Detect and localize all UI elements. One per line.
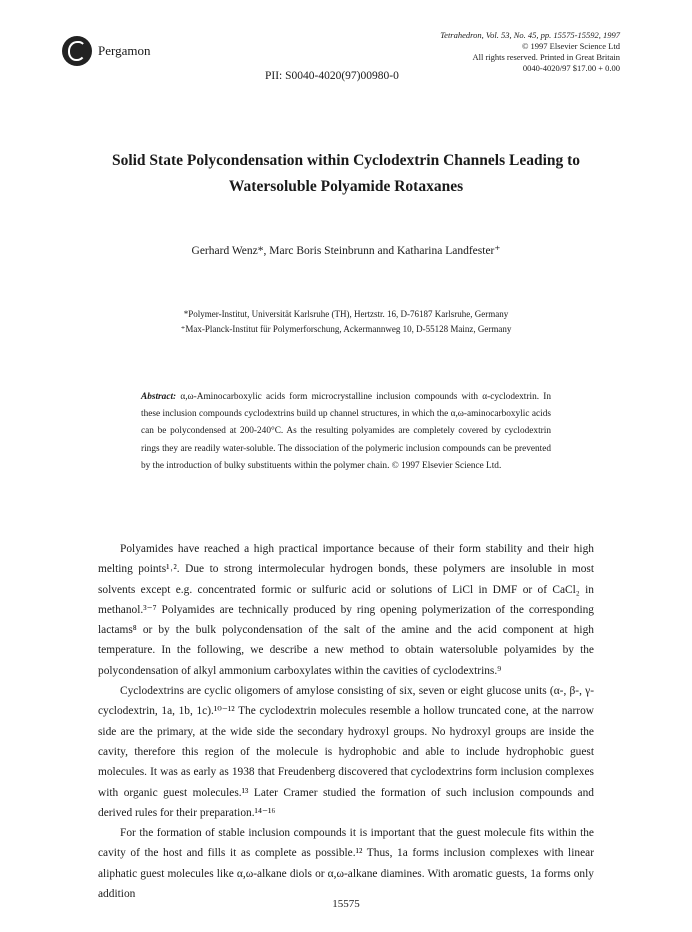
paper-title	[60, 148, 632, 200]
abstract-text: α,ω-Aminocarboxylic acids form microcrystalline inclusion compounds with α-cyclodextrin. In these inclusion compounds cyclodextrins build up channel structures, in which the α,ω-aminocarboxylic acids can be polycondensed at 200-240°C. As the resulting polyamides are completely covered by cyclodextrin rings they are readily water-soluble. The dissociation of the polymeric inclusion compounds can be prevented by the introduction of bulky substituents within the polymer chain. © 1997 Elsevier Science Ltd.	[141, 392, 551, 471]
publisher-logo-icon	[62, 36, 92, 66]
page-number: 15575	[332, 898, 360, 910]
body-text	[98, 539, 594, 904]
pii-identifier: PII: S0040-4020(97)00980-0	[265, 70, 399, 82]
affiliation-1: *Polymer-Institut, Universität Karlsruhe (TH), Hertzstr. 16, D-76187 Karlsruhe, Germany	[183, 309, 509, 319]
copyright-line: © 1997 Elsevier Science Ltd	[521, 41, 620, 51]
paragraph-1: Polyamides have reached a high practical importance because of their form stability and their high melting points¹˒². Due to strong intermolecular hydrogen bonds, these polymers are insoluble in most solvents except e.g. concentrated formic or sulfuric acid or solutions of LiCl in DMF or of CaCl₂ in methanol.³⁻⁷ Polyamides are technically produced by ring opening polymerization of the corresponding lactams⁸ or by the bulk polycondensation of the salt of the amine and the acid component at high temperature. In the following, we describe a new method to obtain watersoluble polyamides by the polycondensation of alkyl ammonium carboxylates within the cavities of cyclodextrins.⁹	[98, 543, 594, 677]
price-line: 0040-4020/97 $17.00 + 0.00	[522, 63, 620, 73]
paragraph-2: Cyclodextrins are cyclic oligomers of amylose consisting of six, seven or eight glucose units (α-, β-, γ-cyclodextrin, 1a, 1b, 1c).¹⁰⁻¹² The cyclodextrin molecules resemble a hollow truncated cone, at the narrow side are the primary, at the wide side the secondary hydroxyl groups. No hydroxyl groups are inside the cavity, therefore this region of the molecule is hydrophobic and able to include hydrophobic guest molecules. It was as early as 1938 that Freudenberg discovered that cyclodextrins form inclusion complexes with organic guest molecules.¹³ Later Cramer studied the formation of such inclusion compounds and derived rules for their preparation.¹⁴⁻¹⁶	[98, 685, 594, 819]
title-line-1: Solid State Polycondensation within Cyclodextrin Channels Leading to	[111, 152, 581, 169]
affiliation-2: ⁺Max-Planck-Institut für Polymerforschung, Ackermannweg 10, D-55128 Mainz, Germany	[180, 324, 512, 334]
journal-line: Tetrahedron, Vol. 53, No. 45, pp. 15575-15592, 1997	[440, 30, 620, 40]
journal-info	[440, 30, 620, 74]
abstract-label: Abstract:	[141, 392, 177, 402]
abstract	[141, 389, 551, 475]
authors: Gerhard Wenz*, Marc Boris Steinbrunn and Katharina Landfester⁺	[191, 245, 501, 257]
paragraph-3: For the formation of stable inclusion compounds it is important that the guest molecule fits within the cavity of the host and fills it as complete as possible.¹² Thus, 1a forms inclusion complexes with linear aliphatic guest molecules like α,ω-alkane diols or α,ω-alkane diamines. With aromatic guests, 1a forms only addition	[98, 827, 594, 901]
rights-line: All rights reserved. Printed in Great Britain	[472, 52, 620, 62]
publisher-name: Pergamon	[98, 43, 151, 58]
title-line-2: Watersoluble Polyamide Rotaxanes	[228, 178, 464, 195]
affiliations	[60, 307, 632, 337]
